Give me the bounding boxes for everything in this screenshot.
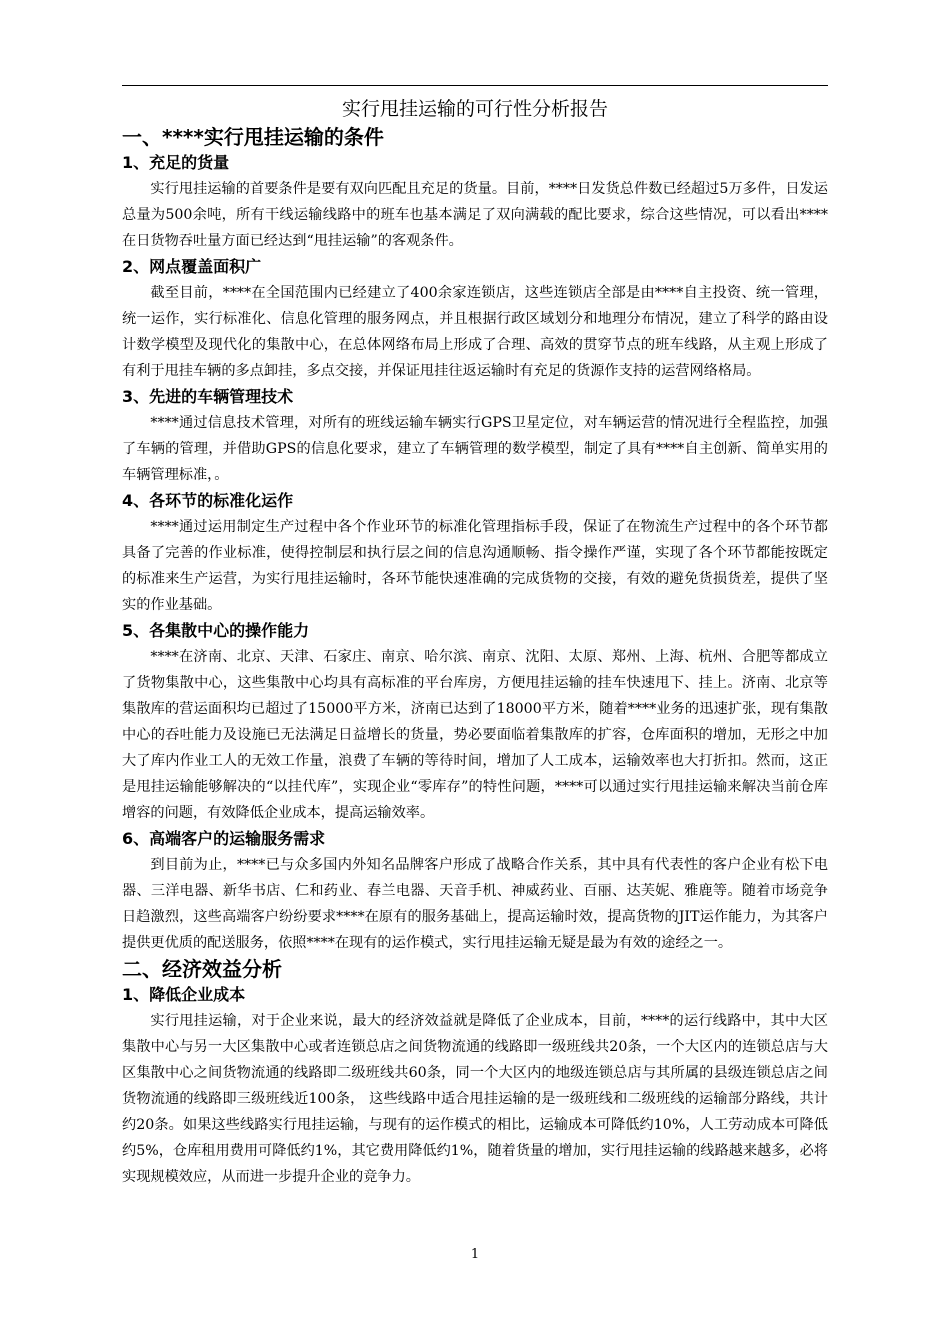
paragraph: 实行甩挂运输的首要条件是要有双向匹配且充足的货量。目前，****日发货总件数已经超过5万多件，日发运总量为500余吨，所有干线运输线路中的班车也基本满足了双向满载的配比要求，综合这些情况，可以看出****在日货物吞吐量方面已经达到“甩挂运输”的客观条件。 xyxy=(122,181,828,249)
subsection-heading: 1、降低企业成本 xyxy=(122,985,246,1004)
paragraph: ****通过运用制定生产过程中各个作业环节的标准化管理指标手段，保证了在物流生产过程中的各个环节都具备了完善的作业标准，使得控制层和执行层之间的信息沟通顺畅、指令操作严谨，实现了各个环节都能按既定的标准来生产运营，为实行甩挂运输时，各环节能快速准确的完成货物的交接，有效的避免货损货差，提供了坚实的作业基础。 xyxy=(122,519,828,613)
paragraph: ****在济南、北京、天津、石家庄、南京、哈尔滨、南京、沈阳、太原、郑州、上海、杭州、合肥等都成立了货物集散中心，这些集散中心均具有高标准的平台库房，方便甩挂运输的挂车快速甩下、挂上。济南、北京等集散库的营运面积均已超过了15000平方米，济南已达到了18000平方米，随着****业务的迅速扩张，现有集散中心的吞吐能力及设施已无法满足日益增长的货量，势必要面临着集散库的扩容，仓库面积的增加，无形之中加大了库内作业工人的无效工作量，浪费了车辆的等待时间，增加了人工成本，运输效率也大打折扣。然而，这正是甩挂运输能够解决的“以挂代库”，实现企业“零库存”的特性问题，****可以通过实行甩挂运输来解决当前仓库增容的问题，有效降低企业成本，提高运输效率。 xyxy=(122,649,828,821)
section-heading-conditions: 一、****实行甩挂运输的条件 xyxy=(122,125,384,149)
paragraph: ****通过信息技术管理，对所有的班线运输车辆实行GPS卫星定位，对车辆运营的情况进行全程监控，加强了车辆的管理，并借助GPS的信息化要求，建立了车辆管理的数学模型，制定了具有****自主创新、简单实用的车辆管理标准，。 xyxy=(122,415,828,483)
subsection-heading: 1、充足的货量 xyxy=(122,153,230,172)
paragraph: 截至目前，****在全国范围内已经建立了400余家连锁店，这些连锁店全部是由****自主投资、统一管理，统一运作，实行标准化、信息化管理的服务网点，并且根据行政区域划分和地理分布情况，建立了科学的路由设计数学模型及现代化的集散中心，在总体网络布局上形成了合理、高效的贯穿节点的班车线路，从主观上形成了有利于甩挂车辆的多点卸挂，多点交接，并保证甩挂往返运输时有充足的货源作支持的运营网络格局。 xyxy=(122,285,828,379)
subsection-heading: 3、先进的车辆管理技术 xyxy=(122,387,294,406)
paragraph: 实行甩挂运输，对于企业来说，最大的经济效益就是降低了企业成本，目前，****的运行线路中，其中大区集散中心与另一大区集散中心或者连锁总店之间货物流通的线路即一级班线共20条，一个大区内的连锁总店与大区集散中心之间货物流通的线路即二级班线共60条，同一个大区内的地级连锁总店与其所属的县级连锁总店之间货物流通的线路即三级班线近100条， 这些线路中适合甩挂运输的是一级班线和二级班线的运输部分路线，共计约20条。如果这些线路实行甩挂运输，与现有的运作模式的相比，运输成本可降低约10%，人工劳动成本可降低约5%，仓库租用费用可降低约1%，其它费用降低约1%，随着货量的增加，实行甩挂运输的线路越来越多，必将实现规模效应，从而进一步提升企业的竞争力。 xyxy=(122,1013,828,1185)
document-body xyxy=(122,94,828,1190)
page-number: 1 xyxy=(470,1247,480,1262)
subsection-heading: 4、各环节的标准化运作 xyxy=(122,491,294,510)
subsection-heading: 6、高端客户的运输服务需求 xyxy=(122,829,326,848)
document-title: 实行甩挂运输的可行性分析报告 xyxy=(341,98,608,120)
subsection-heading: 5、各集散中心的操作能力 xyxy=(122,621,310,640)
section-heading-benefits: 二、经济效益分析 xyxy=(122,957,282,981)
header-rule xyxy=(122,85,828,86)
subsection-heading: 2、网点覆盖面积广 xyxy=(122,257,262,276)
paragraph: 到目前为止，****已与众多国内外知名品牌客户形成了战略合作关系，其中具有代表性的客户企业有松下电器、三洋电器、新华书店、仁和药业、春兰电器、天音手机、神威药业、百丽、达芙妮、雅鹿等。随着市场竞争日趋激烈，这些高端客户纷纷要求****在原有的服务基础上，提高运输时效，提高货物的JIT运作能力，为其客户提供更优质的配送服务，依照****在现有的运作模式，实行甩挂运输无疑是最为有效的途经之一。 xyxy=(122,857,828,951)
